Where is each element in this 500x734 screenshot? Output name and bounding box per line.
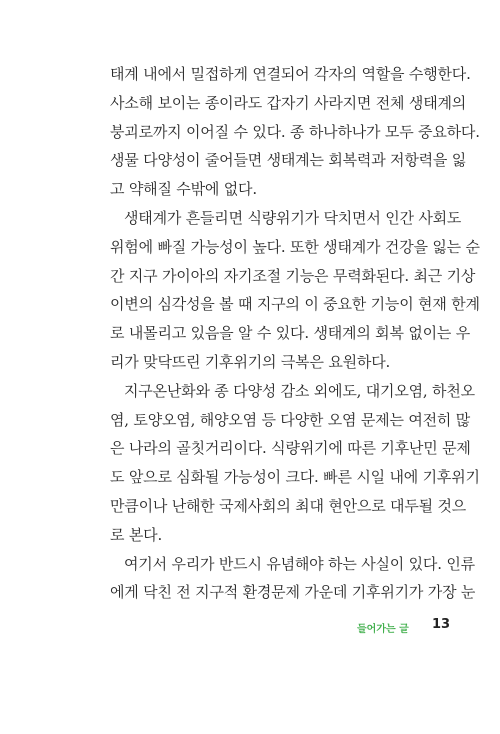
paragraph-2-line: 이변의 심각성을 볼 때 지구의 이 중요한 기능이 현재 한계 [110,295,480,314]
paragraph-4-line: 에게 닥친 전 지구적 환경문제 가운데 기후위기가 가장 눈 [110,583,476,602]
paragraph-1-line: 사소해 보이는 종이라도 갑자기 사라지면 전체 생태계의 [110,93,467,112]
paragraph-1-line: 태계 내에서 밀접하게 연결되어 각자의 역할을 수행한다. [110,65,471,83]
paragraph-2-line: 로 내몰리고 있음을 알 수 있다. 생태계의 회복 없이는 우 [110,324,471,343]
paragraph-1-line: 생물 다양성이 줄어들면 생태계는 회복력과 저항력을 잃 [110,151,467,170]
paragraph-1-line: 붕괴로까지 이어질 수 있다. 종 하나하나가 모두 중요하다. [110,122,480,141]
page-number: 13 [432,617,451,632]
paragraph-2-line: 위험에 빠질 가능성이 높다. 또한 생태계가 건강을 잃는 순 [110,237,480,256]
paragraph-1-line: 고 약해질 수밖에 없다. [110,180,257,199]
paragraph-2-line: 생태계가 흔들리면 식량위기가 닥치면서 인간 사회도 [124,209,462,227]
paragraph-2-line: 간 지구 가이아의 자기조절 기능은 무력화된다. 최근 기상 [110,266,476,285]
paragraph-3-line: 은 나라의 골칫거리이다. 식량위기에 따른 기후난민 문제 [110,439,471,458]
paragraph-3-line: 도 앞으로 심화될 가능성이 크다. 빠른 시일 내에 기후위기 [110,468,480,487]
paragraph-4-line: 여기서 우리가 반드시 유념해야 하는 사실이 있다. 인류 [124,554,475,573]
paragraph-3-line: 지구온난화와 종 다양성 감소 외에도, 대기오염, 하천오 [124,381,475,400]
running-footer-section-title: 들어가는 글 [357,624,409,635]
paragraph-3-line: 만큼이나 난해한 국제사회의 최대 현안으로 대두될 것으 [110,497,467,515]
paragraph-3-line: 로 본다. [110,525,163,544]
paragraph-3-line: 염, 토양오염, 해양오염 등 다양한 오염 문제는 여전히 많 [110,410,471,429]
paragraph-2-line: 리가 맞닥뜨린 기후위기의 극복은 요원하다. [110,353,391,371]
